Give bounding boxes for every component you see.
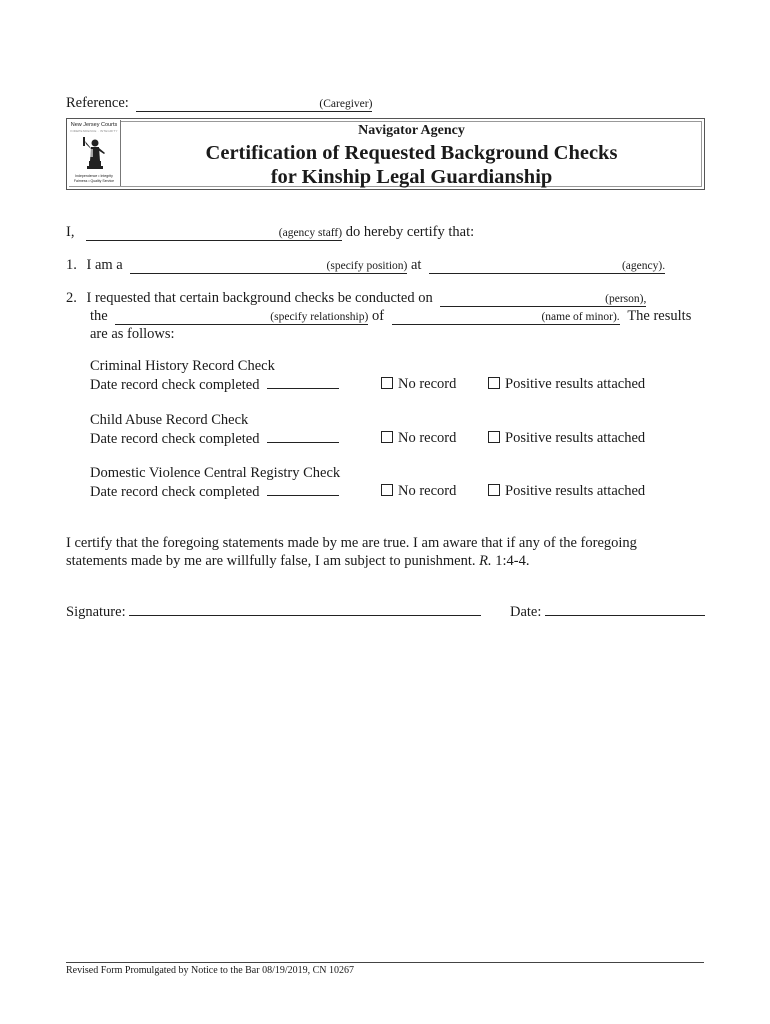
logo-top-text: New Jersey Courts [70,122,118,128]
item2-row1 [66,289,646,307]
item1-at: at [410,257,422,273]
check-name: Domestic Violence Central Registry Check [90,465,341,481]
footer-divider [66,962,704,963]
minor-name-hint: (name of minor). [541,311,620,323]
form-title-line1: Certification of Requested Background Checks [205,142,618,164]
check-date-field[interactable] [267,430,339,443]
minor-name-field[interactable] [392,310,620,325]
signature-row [66,601,481,621]
logo-bottom-text-1: Independence • Integrity [75,174,113,178]
date-label: Date: [510,604,542,620]
item2-the: the [90,308,108,324]
person-field[interactable] [440,292,646,307]
relationship-field[interactable] [115,310,368,325]
no-record-label: No record [398,483,457,499]
item2-text: I requested that certain background checks be conducted on [86,290,433,306]
statement-rule-number: 1:4-4. [495,553,530,569]
check-date-field[interactable] [267,483,339,496]
statement-text: statements made by me are willfully false, I am subject to punishment. [66,553,476,569]
reference-caregiver-hint: (Caregiver) [319,98,373,110]
agency-field[interactable] [429,259,665,274]
logo-sub-text: INDEPENDENCE · INTEGRITY [70,129,118,133]
position-hint: (specify position) [326,260,408,272]
reference-row [66,94,372,112]
signature-field[interactable] [129,601,481,616]
footer-text: Revised Form Promulgated by Notice to the Bar 08/19/2019, CN 10267 [66,965,355,976]
check-date-field[interactable] [267,376,339,389]
reference-caregiver-field[interactable] [136,97,372,112]
check-date-label: Date record check completed [90,377,260,393]
item2-follows: are as follows: [90,326,175,342]
positive-results-checkbox[interactable] [488,431,500,443]
item2-row2 [90,307,691,325]
no-record-option[interactable] [381,483,456,500]
certify-row [66,223,474,241]
positive-results-option[interactable] [488,483,645,500]
positive-results-option[interactable] [488,376,645,393]
date-row [510,601,705,621]
positive-results-label: Positive results attached [505,430,646,446]
position-field[interactable] [130,259,407,274]
signature-label: Signature: [66,604,126,620]
date-field[interactable] [545,601,705,616]
form-title-line2: for Kinship Legal Guardianship [270,166,553,188]
check-name: Criminal History Record Check [90,358,275,374]
check-date-label: Date record check completed [90,484,260,500]
no-record-checkbox[interactable] [381,377,393,389]
check-date-row [90,483,339,501]
positive-results-checkbox[interactable] [488,484,500,496]
item2-results: The results [627,308,692,324]
no-record-checkbox[interactable] [381,431,393,443]
person-hint: (person), [605,293,647,305]
nj-courts-logo [68,120,121,186]
check-date-label: Date record check completed [90,431,260,447]
item1-row [66,256,665,274]
no-record-label: No record [398,376,457,392]
relationship-hint: (specify relationship) [270,311,369,323]
positive-results-label: Positive results attached [505,376,646,392]
no-record-label: No record [398,430,457,446]
statement-rule-letter: R. [479,553,492,569]
check-date-row [90,430,339,448]
positive-results-option[interactable] [488,430,645,447]
certify-suffix: do hereby certify that: [345,224,475,240]
reference-label: Reference: [66,95,129,111]
statement-line2 [66,552,530,570]
no-record-checkbox[interactable] [381,484,393,496]
justice-figure-icon [79,135,109,169]
agency-title: Navigator Agency [358,123,465,138]
item2-of: of [371,308,385,324]
agency-staff-hint: (agency staff) [278,227,343,239]
item1-number: 1. [66,257,77,273]
agency-staff-field[interactable] [86,226,342,241]
certify-prefix: I, [66,224,75,240]
item1-text: I am a [86,257,123,273]
agency-hint: (agency). [621,260,666,272]
no-record-option[interactable] [381,430,456,447]
check-date-row [90,376,339,394]
positive-results-checkbox[interactable] [488,377,500,389]
item2-number: 2. [66,290,77,306]
positive-results-label: Positive results attached [505,483,646,499]
statement-line1: I certify that the foregoing statements made by me are true. I am aware that if any of the foregoing [66,535,637,551]
logo-bottom-text-2: Fairness • Quality Service [73,178,115,183]
check-name: Child Abuse Record Check [90,412,249,428]
no-record-option[interactable] [381,376,456,393]
